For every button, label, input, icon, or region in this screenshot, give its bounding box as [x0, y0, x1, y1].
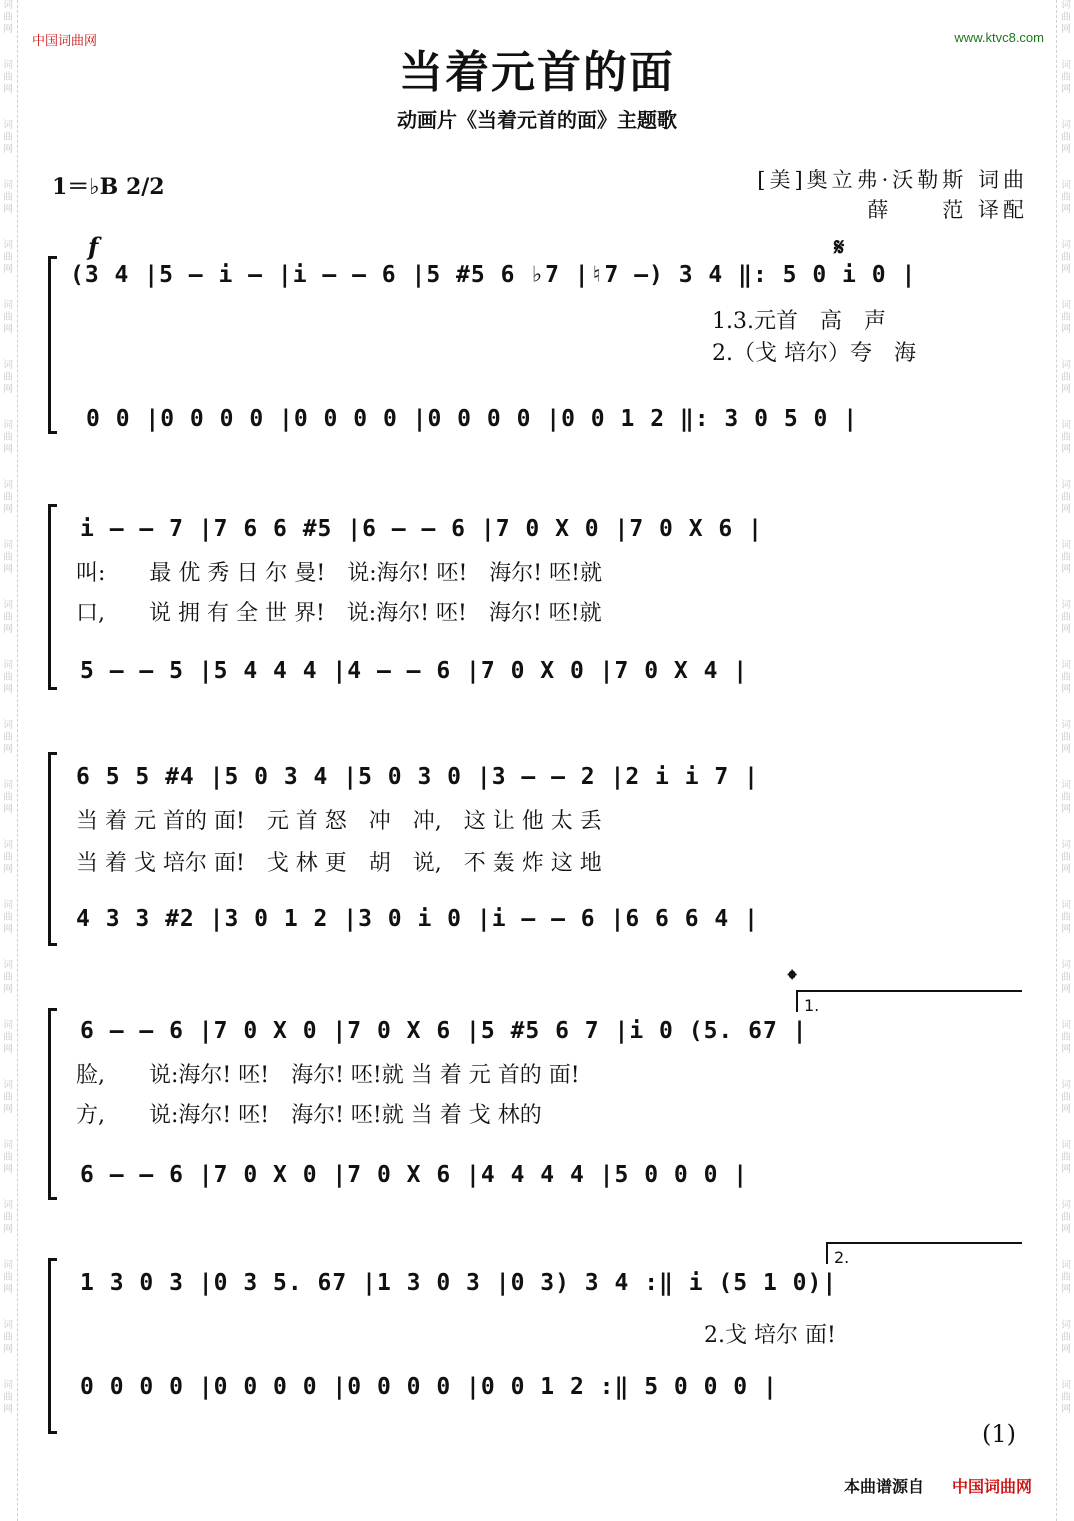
harmony-line: 0 0 |0 0 0 0 |0 0 0 0 |0 0 0 0 |0 0 1 2 ‖: 3 0 5 0 | [86, 406, 859, 432]
harmony-line: 6 – – 6 |7 0 X 0 |7 0 X 6 |4 4 4 4 |5 0 0 0 | [80, 1162, 749, 1188]
system-brace [48, 504, 57, 690]
lyrics-verse-2: 当 着 戈 培尔 面! 戈 林 更 胡 说, 不 轰 炸 这 地 [76, 851, 602, 876]
song-title: 当着元首的面 [399, 47, 675, 98]
footer-source-label: 本曲谱源自 [844, 1477, 925, 1496]
left-side-watermark: 词曲网 词曲网 词曲网 词曲网 词曲网 词曲网 词曲网 词曲网 词曲网 词曲网 词曲网 词曲网 词曲网 词曲网 词曲网 词曲网 词曲网 词曲网 词曲网 词曲网 词曲网 词曲网 词曲网 词曲网 [3, 0, 13, 1415]
lyrics-verse-1: 当 着 元 首的 面! 元 首 怒 冲 冲, 这 让 他 太 丢 [76, 809, 602, 834]
lyrics-verse-2: 2.戈 培尔 面! [704, 1323, 836, 1348]
score-system-4 [40, 964, 1030, 1204]
harmony-line: 5 – – 5 |5 4 4 4 |4 – – 6 |7 0 X 0 |7 0 X 4 | [80, 658, 749, 684]
harmony-line: 0 0 0 0 |0 0 0 0 |0 0 0 0 |0 0 1 2 :‖ 5 0 0 0 | [80, 1374, 778, 1400]
coda-sign: 𝄌 [788, 964, 797, 993]
translator-credit: 薛 范 译配 [867, 198, 1028, 222]
site-watermark-right: www.ktvc8.com [954, 30, 1044, 45]
system-brace [48, 752, 57, 946]
melody-line: 6 5 5 #4 |5 0 3 4 |5 0 3 0 |3 – – 2 |2 i i 7 | [76, 764, 759, 790]
volta-bracket-2: 2. [826, 1242, 1022, 1264]
lyrics-verse-1: 1.3.元首 高 声 [712, 309, 886, 334]
system-brace [48, 1008, 57, 1200]
page-number: (1) [982, 1420, 1016, 1448]
site-watermark-left: 中国词曲网 [32, 33, 98, 48]
right-side-watermark: 词曲网 词曲网 词曲网 词曲网 词曲网 词曲网 词曲网 词曲网 词曲网 词曲网 词曲网 词曲网 词曲网 词曲网 词曲网 词曲网 词曲网 词曲网 词曲网 词曲网 词曲网 词曲网 词曲网 词曲网 [1061, 0, 1071, 1415]
melody-line: 1 3 0 3 |0 3 5. 67 |1 3 0 3 |0 3) 3 4 :‖ i (5 1 0)| [80, 1270, 838, 1296]
footer-brand-link[interactable]: 中国词曲网 [952, 1477, 1033, 1496]
melody-line: i – – 7 |7 6 6 #5 |6 – – 6 |7 0 X 0 |7 0 X 6 | [80, 516, 763, 542]
system-brace [48, 1258, 57, 1434]
score-system-1 [40, 232, 1030, 442]
song-subtitle: 动画片《当着元首的面》主题歌 [397, 108, 677, 132]
lyrics-verse-1: 叫: 最 优 秀 日 尔 曼! 说:海尔! 呸! 海尔! 呸!就 [76, 561, 602, 586]
melody-line: 6 – – 6 |7 0 X 0 |7 0 X 6 |5 #5 6 7 |i 0 (5. 67 | [80, 1018, 808, 1044]
melody-line: (3 4 |5 – i – |i – – 6 |5 #5 6 ♭7 |♮7 –) 3 4 ‖: 5 0 i 0 | [70, 262, 917, 288]
key-signature: 1＝♭B 2/2 [52, 174, 165, 200]
volta-bracket-1: 1. [796, 990, 1022, 1012]
system-brace [48, 256, 57, 434]
left-margin-line [17, 0, 18, 1521]
lyrics-verse-2: 方, 说:海尔! 呸! 海尔! 呸!就 当 着 戈 林的 [76, 1103, 542, 1128]
segno-sign: 𝄋 [834, 232, 845, 261]
score-system-5 [40, 1236, 1030, 1436]
score-system-3 [40, 738, 1030, 948]
dynamic-mark: f [88, 232, 99, 261]
harmony-line: 4 3 3 #2 |3 0 1 2 |3 0 i 0 |i – – 6 |6 6 6 4 | [76, 906, 759, 932]
composer-credit: [美]奥立弗·沃勒斯 词曲 [757, 168, 1028, 192]
score-system-2 [40, 490, 1030, 690]
lyrics-verse-1: 脸, 说:海尔! 呸! 海尔! 呸!就 当 着 元 首的 面! [76, 1063, 580, 1088]
lyrics-verse-2: 口, 说 拥 有 全 世 界! 说:海尔! 呸! 海尔! 呸!就 [76, 601, 602, 626]
lyrics-verse-2: 2.（戈 培尔）夸 海 [712, 341, 916, 366]
